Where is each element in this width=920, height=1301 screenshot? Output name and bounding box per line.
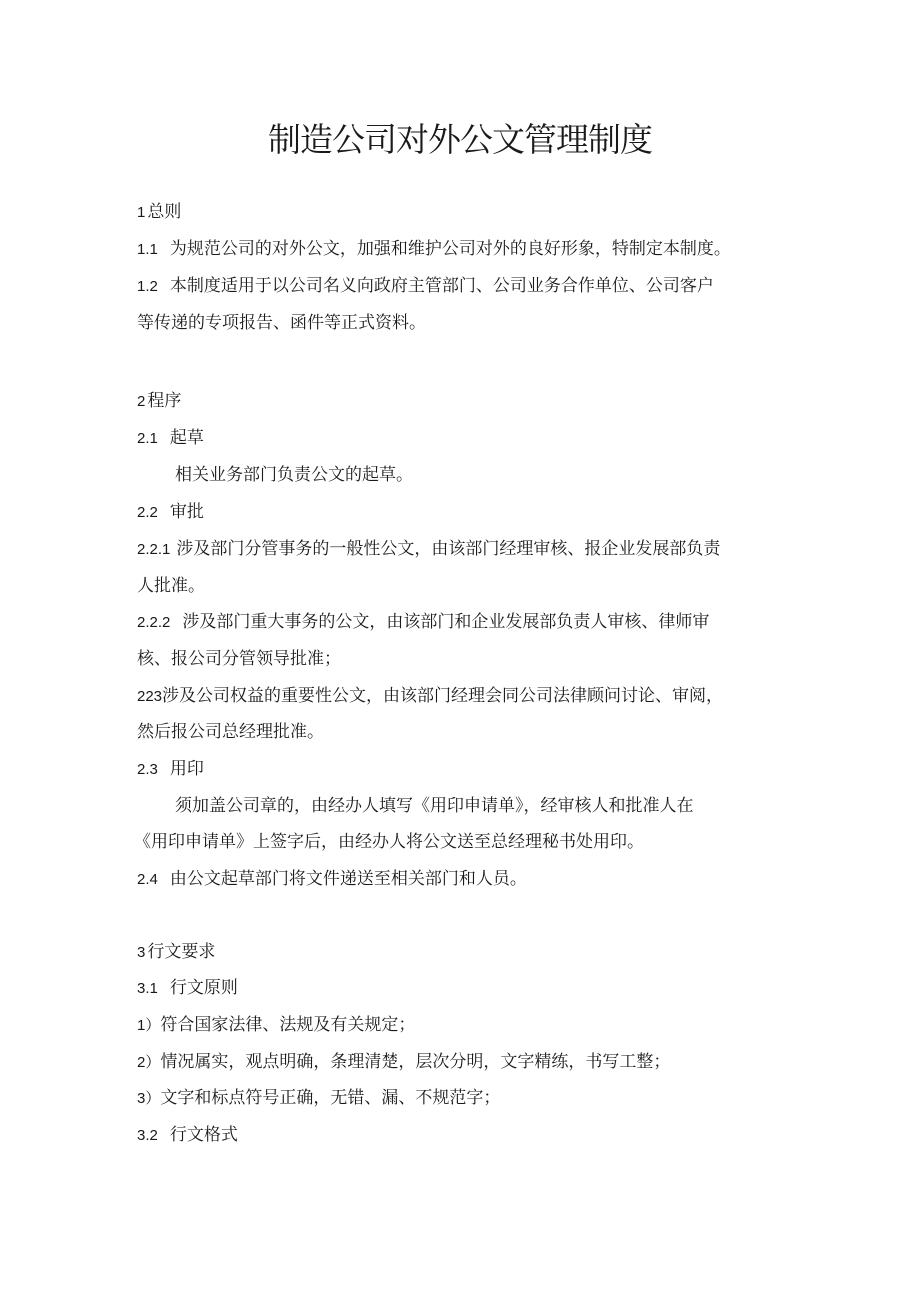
- clause-number: 2.2.1: [137, 541, 171, 558]
- list-marker: 2）: [137, 1054, 161, 1071]
- list-marker: 3）: [137, 1090, 161, 1107]
- clause-heading: 起草: [169, 428, 204, 448]
- clause-1-1: [137, 237, 731, 262]
- clause-text: 为规范公司的对外公文，加强和维护公司对外的良好形象，特制定本制度。: [169, 239, 731, 259]
- clause-text: 《用印申请单》上签字后，由经办人将公文送至总经理秘书处用印。: [134, 832, 644, 852]
- list-text: 文字和标点符号正确，无错、漏、不规范字；: [160, 1088, 501, 1108]
- section-number: 1: [137, 204, 146, 221]
- clause-number: 1.1: [137, 241, 158, 258]
- section-3-heading: [137, 940, 215, 965]
- clause-heading: 行文原则: [169, 978, 238, 998]
- section-1-heading: [137, 200, 181, 225]
- clause-number: 2.1: [137, 430, 158, 447]
- clause-text: 由公文起草部门将文件递送至相关部门和人员。: [169, 869, 527, 889]
- list-item: [137, 1086, 500, 1111]
- clause-2-2-1-continued: [137, 574, 205, 598]
- clause-2-1: [137, 426, 204, 451]
- clause-3-2: [137, 1123, 238, 1148]
- clause-number: 2.2.2: [137, 614, 171, 631]
- clause-number: 2.3: [137, 761, 158, 778]
- document-title: 制造公司对外公文管理制度: [268, 120, 652, 159]
- clause-2-4: [137, 867, 527, 892]
- clause-text: 须加盖公司章的，由经办人填写《用印申请单》，经审核人和批准人在: [175, 796, 694, 816]
- clause-text: 涉及公司权益的重要性公文，由该部门经理会同公司法律顾问讨论、审阅，: [162, 686, 724, 706]
- clause-number: 1.2: [137, 278, 158, 295]
- clause-text: 核、报公司分管领导批准；: [137, 649, 341, 669]
- clause-1-2: [137, 274, 714, 299]
- clause-2-2: [137, 500, 204, 525]
- clause-heading: 用印: [169, 759, 204, 779]
- clause-text: 然后报公司总经理批准。: [137, 722, 324, 742]
- clause-number: 3.2: [137, 1127, 158, 1144]
- section-number: 2: [137, 393, 146, 410]
- clause-text: 等传递的专项报告、函件等正式资料。: [137, 313, 426, 333]
- clause-number: 3.1: [137, 980, 158, 997]
- section-number: 3: [137, 944, 146, 961]
- clause-2-2-2: [137, 610, 709, 635]
- clause-text: 相关业务部门负责公文的起草。: [175, 465, 413, 485]
- clause-text: 本制度适用于以公司名义向政府主管部门、公司业务合作单位、公司客户: [169, 276, 714, 296]
- section-title: 行文要求: [147, 942, 216, 962]
- clause-2-2-3-continued: [137, 720, 324, 744]
- clause-1-2-continued: [137, 311, 426, 335]
- list-text: 符合国家法律、法规及有关规定；: [160, 1015, 416, 1035]
- clause-heading: 审批: [169, 502, 204, 522]
- clause-number: 2.2: [137, 504, 158, 521]
- clause-2-2-1: [137, 537, 720, 562]
- section-title: 总则: [147, 202, 182, 222]
- clause-text: 涉及部门重大事务的公文，由该部门和企业发展部负责人审核、律师审: [182, 612, 710, 632]
- clause-text: 人批准。: [137, 576, 205, 596]
- list-marker: 1）: [137, 1017, 161, 1034]
- clause-2-2-3: [137, 684, 723, 709]
- list-item: [137, 1013, 415, 1038]
- clause-2-3-body-continued: [134, 830, 644, 854]
- clause-2-1-body: [175, 463, 413, 487]
- clause-number: 2.4: [137, 871, 158, 888]
- section-2-heading: [137, 389, 181, 414]
- section-title: 程序: [147, 391, 182, 411]
- clause-2-2-2-continued: [137, 647, 341, 671]
- clause-number: 223: [137, 688, 163, 705]
- list-text: 情况属实，观点明确，条理清楚，层次分明，文字精练，书写工整；: [160, 1052, 671, 1072]
- clause-2-3-body: [175, 794, 694, 818]
- clause-text: 涉及部门分管事务的一般性公文，由该部门经理审核、报企业发展部负责: [176, 539, 721, 559]
- clause-3-1: [137, 976, 238, 1001]
- clause-heading: 行文格式: [169, 1125, 238, 1145]
- list-item: [137, 1050, 670, 1075]
- clause-2-3: [137, 757, 204, 782]
